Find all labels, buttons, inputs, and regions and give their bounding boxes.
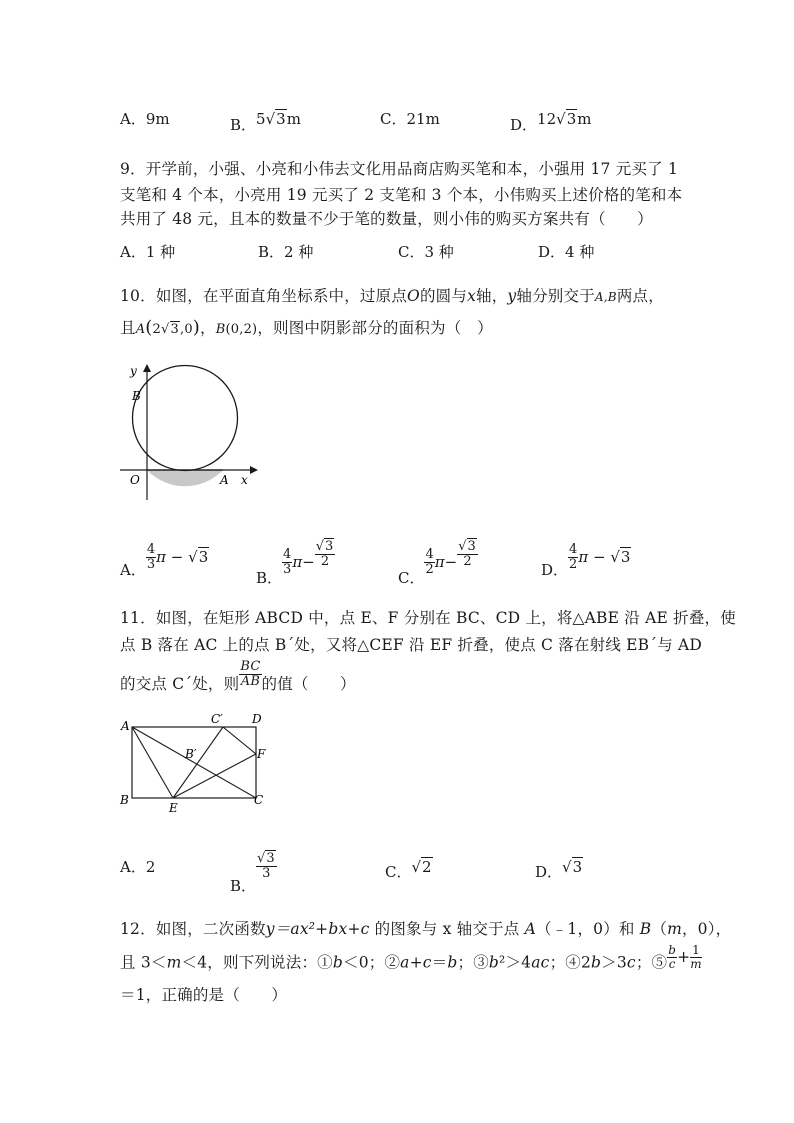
sqrt-sign: √ [265, 110, 276, 128]
q11-option-a: A．2 [120, 858, 156, 876]
q9-option-b: B．2 种 [258, 243, 314, 261]
q10-circle-figure [110, 360, 270, 500]
q8-option-c: C．21m [380, 110, 440, 128]
label-e: E [169, 801, 178, 815]
sqrt-sign: √ [161, 322, 170, 337]
segment-ae [132, 727, 173, 798]
q9-option-d: D．4 种 [538, 243, 595, 261]
label-a: A [220, 473, 229, 487]
q9-line-1: 9．开学前，小强、小亮和小伟去文化用品商店购买笔和本，小强用 17 元买了 1 [120, 160, 679, 178]
q11-line-3: 的交点 C´处，则 $\frac{BC}{AB}$ 的值（ ） [120, 659, 356, 693]
circle [133, 366, 238, 471]
label-c: C [254, 793, 264, 807]
sqrt-sign: √ [257, 851, 266, 866]
label-x: x [241, 473, 248, 487]
sqrt-sign: √ [411, 858, 422, 876]
segment-ec-prime [173, 727, 223, 798]
q10-line-1: 10．如图，在平面直角坐标系中，过原点O的圆与x轴，y轴分别交于A,B两点， [120, 287, 664, 305]
q10-option-c: C． $\frac{4}{2}$ π− $\frac{√3}{2}$ [398, 539, 476, 587]
sqrt-sign: √ [458, 539, 467, 554]
sqrt-sign: √ [610, 547, 620, 566]
q11-option-b: B． $\frac{√3}{3}$ [230, 851, 275, 895]
sqrt-sign: √ [562, 858, 572, 876]
q9-line-3: 共用了 48 元，且本的数量不少于笔的数量，则小伟的购买方案共有（ ） [120, 210, 653, 228]
q9-option-a: A．1 种 [120, 243, 176, 261]
q11-option-c: C．√2 [385, 858, 432, 881]
sqrt-sign: √ [315, 539, 325, 554]
q10-option-b: B． $\frac{4}{3}$ π− $\frac{√3}{2}$ [256, 539, 334, 587]
label-y: y [130, 364, 137, 378]
q8-option-a: A．9m [120, 110, 170, 128]
label-c-prime: C′ [211, 712, 223, 726]
q11-line-1: 11．如图，在矩形 ABCD 中，点 E、F 分别在 BC、CD 上，将△ABE 沿 AE 折叠，使 [120, 609, 736, 627]
q12-line-1: 12．如图，二次函数y＝ax²+bx+c 的图象与 x 轴交于点 A（﹣1，0）和 B（m，0）， [120, 920, 732, 938]
x-axis-arrow [250, 466, 258, 474]
q9-option-c: C．3 种 [398, 243, 454, 261]
sqrt-sign: √ [556, 110, 566, 128]
q8-option-b: B．5√3m [230, 110, 301, 134]
q10-option-d: D． $\frac{4}{2}$ π − √3 [541, 542, 631, 579]
y-axis-arrow [143, 364, 151, 372]
q12-line-2: 且 3＜m＜4，则下列说法：①b＜0；②a+c＝b；③b²＞4ac；④2b＞3c；⑤ $\frac{b}{c}$ + $\frac{1}{m}$ [120, 943, 702, 972]
q9-line-2: 支笔和 4 个本，小亮用 19 元买了 2 支笔和 3 个本，小伟购买上述价格的笔和本 [120, 186, 683, 204]
q8-option-d: D．12√3m [510, 110, 592, 134]
label-o: O [130, 473, 140, 487]
label-f: F [257, 747, 266, 761]
q11-option-d: D．√3 [535, 858, 583, 881]
label-b: B [120, 793, 129, 807]
segment-c-prime-f [223, 727, 256, 754]
q11-line-2: 点 B 落在 AC 上的点 B´处，又将△CEF 沿 EF 折叠，使点 C 落在射线 EB´与 AD [120, 636, 703, 654]
q11-rectangle-figure [115, 710, 275, 820]
q10-option-a: A． $\frac{4}{3}$ π − √3 [120, 542, 209, 579]
label-b-prime: B′ [185, 747, 197, 761]
label-b: B [132, 389, 141, 403]
q10-line-2: 且A(2√3,0)，B(0,2)，则图中阴影部分的面积为（ ） [120, 317, 493, 338]
q12-line-3: ＝1，正确的是（ ） [120, 986, 288, 1004]
label-d: D [252, 712, 262, 726]
sqrt-sign: √ [188, 547, 198, 566]
shaded-region [147, 470, 223, 486]
label-a: A [121, 719, 130, 733]
